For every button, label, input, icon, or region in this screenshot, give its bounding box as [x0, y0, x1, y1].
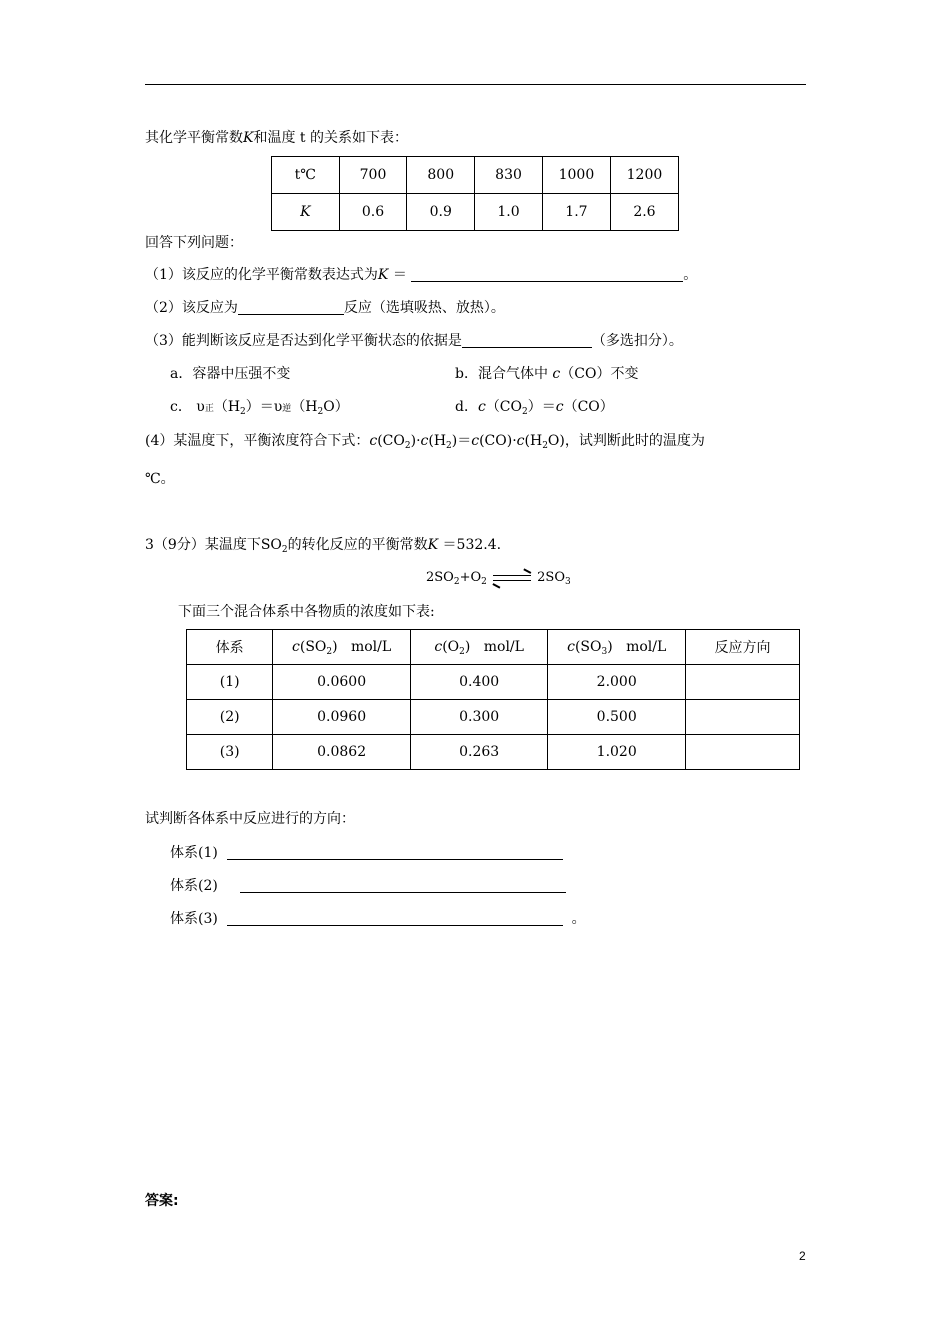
header-rule [145, 84, 806, 85]
table-header-cell: 体系 [187, 630, 273, 665]
q3-table-intro: 下面三个混合体系中各物质的浓度如下表: [178, 604, 435, 620]
page-number: 2 [799, 1249, 806, 1263]
option-d: d．$c(CO_2)=c(CO)$ [455, 399, 614, 417]
table-cell: 0.0862 [273, 735, 411, 770]
question-2-4-unit: ℃。 [145, 471, 175, 487]
table-row [187, 700, 800, 735]
question-2-4: (4）某温度下，平衡浓度符合下式：$c(CO_2)\cdot c(H_2)=c(CO)\cdot c(H_2O)$，试判断此时的温度为 [145, 433, 705, 451]
table-cell: 0.6 [339, 194, 407, 231]
table-cell: 0.0960 [273, 700, 411, 735]
concentration-table [186, 629, 800, 770]
table-cell: 0.0600 [273, 665, 411, 700]
table-cell: 1200 [610, 157, 678, 194]
answer-blank-system-2[interactable] [240, 878, 566, 893]
option-a: a．容器中压强不变 [170, 366, 291, 382]
answer-label: 答案: [145, 1193, 179, 1209]
system-2-line: 体系(2) [170, 878, 566, 893]
table-header-cell: K [272, 194, 340, 231]
question-2-3: （3）能判断该反应是否达到化学平衡状态的依据是 （多选扣分）。 [145, 333, 683, 349]
direction-answer-cell[interactable] [686, 735, 800, 770]
table-cell: 800 [407, 157, 475, 194]
table-cell: 0.400 [410, 665, 548, 700]
table-row [272, 157, 679, 194]
question-2-2: （2）该反应为 反应（选填吸热、放热）。 [145, 300, 505, 316]
table-header-cell: t℃ [272, 157, 340, 194]
table-row [272, 194, 679, 231]
judge-prompt: 试判断各体系中反应进行的方向： [145, 811, 355, 827]
table-cell: 0.9 [407, 194, 475, 231]
table-cell: (2) [187, 700, 273, 735]
table-cell: 1.0 [475, 194, 543, 231]
table-cell: 700 [339, 157, 407, 194]
answer-blank-criteria[interactable] [462, 333, 592, 348]
table-header-cell: $c(SO_2)$ mol/L [273, 630, 411, 665]
table-cell: 2.000 [548, 665, 686, 700]
table-row [187, 735, 800, 770]
q2-intro: 其化学平衡常数K和温度 t 的关系如下表： [145, 130, 408, 146]
table-cell: 0.300 [410, 700, 548, 735]
table-header-cell: $c(SO_3)$ mol/L [548, 630, 686, 665]
table-cell: 1000 [542, 157, 610, 194]
answer-blank-heat[interactable] [238, 300, 344, 315]
direction-answer-cell[interactable] [686, 700, 800, 735]
table-cell: 1.7 [542, 194, 610, 231]
k-temperature-table [271, 156, 679, 231]
option-b: b．混合气体中 c（CO）不变 [455, 366, 639, 382]
table-cell: (3) [187, 735, 273, 770]
system-1-line: 体系(1) [170, 845, 563, 860]
table-row [187, 630, 800, 665]
answer-prompt: 回答下列问题： [145, 235, 243, 251]
system-3-line: 体系(3) 。 [170, 911, 586, 927]
table-row [187, 665, 800, 700]
table-cell: 0.500 [548, 700, 686, 735]
direction-answer-cell[interactable] [686, 665, 800, 700]
table-cell: (1) [187, 665, 273, 700]
option-c: c． υ正$(H_2)=\upsilon$逆$(H_2O)$ [170, 399, 349, 417]
answer-blank-expression[interactable] [411, 267, 683, 282]
reaction-equation: $2SO_2+O_2$ $2SO_3$ [426, 571, 571, 584]
table-cell: 2.6 [610, 194, 678, 231]
table-cell: 830 [475, 157, 543, 194]
equilibrium-arrow-icon [493, 573, 531, 583]
table-header-cell: $c(O_2)$ mol/L [410, 630, 548, 665]
question-2-1: （1）该反应的化学平衡常数表达式为K ＝ 。 [145, 267, 698, 283]
table-cell: 0.263 [410, 735, 548, 770]
answer-blank-system-1[interactable] [227, 845, 563, 860]
table-cell: 1.020 [548, 735, 686, 770]
answer-blank-system-3[interactable] [227, 911, 563, 926]
q3-header: 3（9分）某温度下$SO_2$的转化反应的平衡常数K ＝532.4. [145, 537, 502, 555]
table-header-cell: 反应方向 [686, 630, 800, 665]
